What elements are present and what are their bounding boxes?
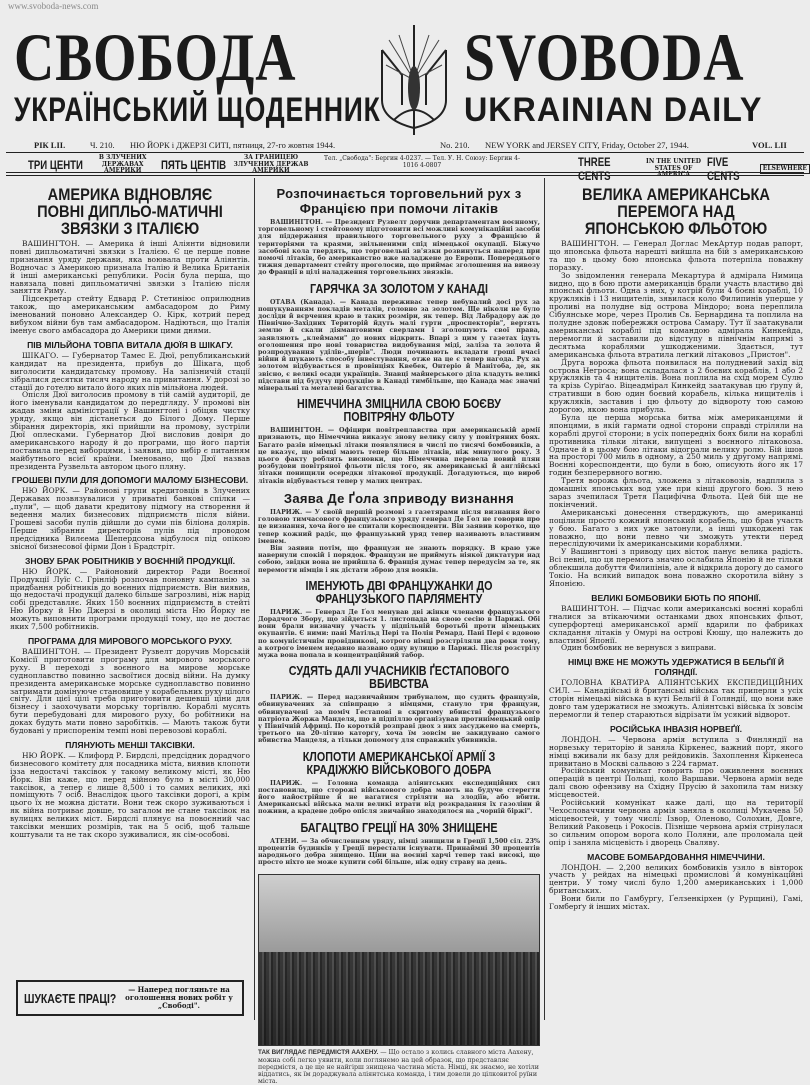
aachen-photo [258,874,540,1046]
article-paragraph: ШІКАГО. — Губернатор Тамес Е. Дюї, републиканський кандидат на президента, прибув до Шікага, щоб виголосити кандидатську промову. На залізничій стації зібралися десятки тисяч народу на привитання. У дорозі зо стації до готелю витало його яких пів мільйона людей. [10,350,250,392]
article-headline: ЗНОВУ БРАК РОБІТНИКІВ У ВОЄННІЙ ПРОДУКЦІЇ. [24,555,236,566]
masthead-title-en: SVOBODA [464,19,745,95]
article-paragraph: ВАШИНГТОН. — Офіцири повітреплавства при американській армії признають, що Німеччина виказує знову велику силу у повітряних боях. Багато разів німецькі літаки появлялися в числі по тисячі бомбовиків, а це вказує, що німці мають тепер більше літаків, ніж минулого року. З цього факту роблять висновки, що Німеччина перевела новий плян розбудови повітряної фльоти після того, як американські й англійські літаки понищили осередки літакової продукції. Догадуються, що вироб літаків відбувається тепер у малих центрах. [258,427,540,485]
article-paragraph: ПАРИЖ. — Генерал Де Ґол менував дві жінки членами французького Дорадчого Збору, що зійдеться 1. листопада на свою сесію в Парижі. Обі вони брали визначну участь у підпільній боротьбі проти німецьких окупантів. Є ними: пані Матільд Пері та Полін Ремард. Пані Пері є вдовою по комуністичнім провідникові, котрого німці розстріляли два роки тому, а котрого іменем недавно названо одну вулицю в Парижі. Після розстрілу мужа вона попала в концентраційний табор. [258,608,540,659]
article-paragraph: ЛОНДОН. — Червона армія вступила з Финляндії на норвезьку територію й заняла Кіркенес, важний порт, якого німці вживали як базу для рейдовиків. Захоплення Кіркенеса привитано в Москві сальвою з 224 гармат. [549,734,803,768]
watermark: www.svoboda-news.com [8,1,99,11]
jobs-box [16,980,244,1016]
phone-numbers: Тел. „Свобода": Бергин 4-0237. — Тел. У. Н. Союзу: Бергин 4-1016 4-0807 [324,155,520,169]
article-paragraph: Третя ворожа фльота, зложена з літаковозів, надплила з домашніх японських вод уже при кінці другого бою. З нею зараз зчепилася Третя Пацифічна Фльота. Цей бій ще не покінчений. [549,476,803,509]
article-headline: Розпочинається торговельний рух з Францією при помочи літаків [276,186,522,216]
masthead-title-ua: СВОБОДА [14,19,297,95]
price-note: В ЗЛУЧЕНИХ ДЕРЖАВАХ АМЕРИКИ [98,154,147,174]
issue-number-ua: Ч. 210. [90,140,115,150]
column-divider [544,178,545,1020]
article [258,580,540,659]
article-paragraph: ВАШИНГТОН. — Підчас коли американські воєнні кораблі гналися за втікаючими останками двох японських фльот, суперфортеці американської армії вдарили по фабриках складання літаків у Омурі на острові Кюшу, що належить до властивої Японії. [549,603,803,645]
article-paragraph: ВАШИНГТОН. — Генерал Доглас МекАртур подав рапорт, що японська фльота нарешті вийшла на бій з американською та що в цьому бою японська фльота потерпіла поважну поразку. [549,239,803,272]
article-headline: Заява Де Ґола зприводу визнання [283,490,515,506]
article-paragraph: Російський комунікат говорить про оживлення воєнних операцій в центрі Польщі, коло Варшави. Червона армія веде далі свою офензиву на Східну Прусію й захопила там низку місцевостей. [549,766,803,800]
article-paragraph: Опісля Дюї виголосив промову в тій самій аудиторії, де його іменували кандидатом до передгляду. У промові він жадав зміни адміністрації у Вашингтоні і обіцяв чистку уряду, якщо він дістанеться до Білого Дому. Перше збірання директорів, які прийшли на промову, зустріли Дюї оплесками. Губернатор Дюї висловив довіря до американського народу й до програми, що його партія поставила перед виборцями, і заявив, що вибір є питанням майбутнього всієї країни. Іменовано, що Дюї назвав президента Рузвельта автором цього пляну. [10,390,250,471]
article-paragraph: Була це перша морська битва між американцями й японцями, в якій гармати одної сторони справді стріляли на кораблі другої сторони; в усіх попередніх боях били на кораблі противника тільки літаки, випущені з воєнного літаковоза. Одначе й в цьому бою літаки відограли велику ролю. Бій ішов на просторі 700 миль в одному, а 250 миль у другому напрямі. Воєнні кореспонденти, що були в бою, описують його як 17 годин безперервного вогню. [549,412,803,478]
article-paragraph: АТЕНИ. — За обчисленням уряду, німці знищили в Греції 1,500 сіл. 23% процентів будинків у Греції перестали існувати. Принаймні 30 процентів народнього добра знищено. Ціни на воєнні харчі тепер такі високі, що просто ніхто не може купити собі більше, ніж одну страву на день. [258,837,540,867]
left-column [10,180,250,1042]
article-headline: ІМЕНУЮТЬ ДВІ ФРАНЦУЖАНКИ ДО ФРАНЦУЗЬКОГО ПАРЛЯМЕНТУ [305,578,493,606]
article-headline: ВЕЛИКІ БОМБОВИКИ БЮТЬ ПО ЯПОНІЇ. [591,592,761,603]
article-headline: ПІВ МІЛЬЙОНА ТОВПА ВИТАЛА ДЮЇЯ В ШІКАГУ. [27,339,233,350]
article-paragraph: Підсекретар стейту Едвард Р. Стетиніюс оприлюднив також, що американським амбасадором до Риму іменований поновно Александер О. Кірк, котрий перед вибухом війни був там амбасадором. Надіються, що Італія іменує свого амбасадора до Америки цими днями. [10,294,250,335]
article [10,340,250,471]
article-headline: ПЛЯНУЮТЬ МЕНШІ ТАКСІВКИ. [65,739,195,750]
article [258,665,540,744]
article-paragraph: ПАРИЖ. — Перед надзвичайним трибуналом, що судить французів, обвинувачених за співпрацю з німцями, стануло три французи, обвинувачені за поміч Ґестапові в скритому вбивстві французького патріота Жоржа Манделя, що в підпіллю організував протинімецький опір у Північній Африці. По короткій розправі двох з них засуджено на смерть, третього на 20-літню каторгу, хоча їм зовсім не закидувано самого вбивства Манделя, а тільки допомогу для справжніх убивників. [258,694,540,745]
jobs-box-title: ШУКАЄТЕ ПРАЦІ? [24,990,117,1006]
article-paragraph: ЛОНДОН. — 2,200 великих бомбовиків узяло в вівторок участь у рейдах на німецькі промислові й комунікаційні центри. У тому числі було 1,200 американських і 1,000 британських. [549,862,803,896]
divider [6,172,804,173]
photo-caption [258,1049,540,1085]
right-column [549,180,803,1042]
article [10,636,250,735]
article-headline: РОСІЙСЬКА ІНВАЗІЯ НОРВЕҐІЇ. [609,723,743,734]
article [258,491,540,574]
article-headline: СУДЯТЬ ДАЛІ УЧАСНИКІВ ҐЕСТАПОВОГО ВБИВСТВА [288,664,510,692]
article [549,657,803,719]
article-headline: МАСОВЕ БОМБАРДОВАННЯ НІМЕЧЧИНИ. [587,851,765,862]
article-paragraph: ВАШИНГТОН. — Америка й інші Аліянти відновили повні дипльоматичні звязки з Італією. Є це перше повне признання уряду держави, яка воювала проти Аліянтів. Водночас з Америкою признала Італію й Велика Британія й інші американські републики. Росія була перша, що навязала повні дипльоматичні звязки з Італією після заняття Риму. [10,239,250,296]
article [258,822,540,867]
article [549,852,803,911]
place-date-en: NEW YORK and JERSEY CITY, Friday, October 27, 1944. [485,140,689,150]
article-paragraph: НЮ ЙОРК. — Районові групи кредитовців в Злучених Державах позвязувалися у приватні банкові спілки — „пули", — щоб давати кредитову підмогу на створення й ведення малих бизнесових підприємств після війни. Грошеві засоби пулів дійшли до суми пів біліона долярів. Перше зібрання директорів пулів під проводом предсідника Вилєема Шепердсона відбулося під опікою звісної бизнесової фірми Дон і Брадстріт. [10,486,250,551]
price-note: IN THE UNITED STATES OF AMERICA [646,158,701,179]
article [258,186,540,277]
article [10,740,250,839]
price-note: ELSEWHERE [760,164,810,175]
article-headline: НІМЕЧЧИНА ЗМІЦНИЛА СВОЮ БОЄВУ ПОВІТРЯНУ ФЛЬОТУ [296,397,502,425]
trident-emblem-icon [374,20,454,140]
volume-en: VOL. LII [752,140,787,150]
article-paragraph: Один бомбовик не вернувся з виправи. [561,643,717,653]
price-three-cents-en: THREE CENTS [578,155,611,183]
article-paragraph: ВАШИНГТОН. — Президент Рузвелт доручив Морській Комісії приготовити програму для мирового морського руху. В переході з воєнного на мирове морське судноплавство повинно засвоїтися досвід війни. На думку президента американське морське судноплавство повинно затримати домінуюче становище у корабельних руху цілого світу. Для цієї цілі треба приготовити дешевші ціни для бізнесу і заохочувати морську торгівлю. Кораблі мусять бути перебудовані для мирового руху, бо робітники на доках будуть мати повно заробітків. — Мають також бути будовані у приспоренім темпі нові перевозові кораблі. [10,646,250,736]
article-paragraph: НЮ ЙОРК. — Клифорд Р. Бирдслі, предсідник дорадчого бизнесового комітету для посадника міста, виявив клопоти ізза недостачі таксівок у такому великому місті, як Ню Йорк. Він каже, що перед війною було в місті 30,000 таксівок, а тепер є лише 8,500 і то самих великих, які поміщують 7 осіб. Внаслідок цього таксівки дорогі, а крім цього їх не можна дістати. Вони теж скоро зуживаються і як війна потриває довше, то загалом не стане таксівок на вулицях великих міст. Бирдслі плянує на повоєнний час таксівки менших розмірів, так на 5 осіб, щоб тальше коштували та не так скоро зуживалися, як сім-особові. [10,750,250,839]
article-paragraph: Американські донесення стверджують, що американці поцілили просто кожний японський корабель, що брав участь у бою. Багато з них уже затонули, а інші ушкоджені так поважно, що вони певно чи зможуть утекти перед переслідуючими їх американськими кораблями. [549,507,803,549]
article-paragraph: ПАРИЖ. — Головна команда аліянтських експедиційних сил постановила, що сторожі військового добра мають на будуче стерегти його найострійше й не вагатися стріляти на злодіїв, або вбити. Американські війська мали великі втрати від розкрадання їх газоліни й поживи, а крадене добро опісля звичайно знаходилося на „чорній біржі". [258,779,540,816]
article-paragraph: ГОЛОВНА КВАТИРА АЛІЯНТСЬКИХ ЕКСПЕДИЦІЙНИХ СИЛ. — Канадійські й британські війська так приперли з усіх сторін німецькі війська в куті Бельґії й Голяндії, що вони вже довго там удержатися не зможуть. Аліянтські війська їх зовсім перемогли й тепер стараються відрізати їм усякий відворот. [549,678,803,719]
article-headline: БАГАЦТВО ГРЕЦІЇ НА 30% ЗНИЩЕНЕ [300,820,498,835]
middle-column [258,180,540,1085]
article-headline: ПРОГРАМА ДЛЯ МИРОВОГО МОРСЬКОГО РУХУ. [27,635,232,646]
article-paragraph: НЮ ЙОРК. — Районовий директор Ради Воєнної Продукції Луїс С. Грінліф розпочав поновну кампанію за придбання робітників до воєнних підприємств. Він виявив, що недостачі продукції далеко більше загрозливі, ніж нарід собі представляє. Яких 150 воєнних підприємств в стейті Ню Йорку й Ню Джерзі в околиці міста Ню Йорку не можуть виповнити програми продукції тому, що не достає яких 7,500 робітників. [10,566,250,632]
article [549,593,803,652]
masthead-subtitle-en: UKRAINIAN DAILY [464,91,763,129]
jobs-box-text: — Наперед погляньте на оголошення нових робіт у „Свободі". [125,985,233,1010]
article-paragraph: ОТАВА (Канада). — Канада переживає тепер небувалий досі рух за пошукуванням покладів металів, головно за золотом. Ще ніколи не було досліди й вєрчення краю в таких розміри, як тепер. Від Лабрадору аж до Північно-Західних Територій йдуть малі гурти „проспекторів", вертять землю й скали діямантовими сверлами і зголошують свої права, заявляють „клеймами" до нових відкрить. Впарі з цим у газетах ідуть оголошення про нові товариства видобування міді, заліза та золота й розпродування уділів-„шерів". Люди починають вкладати гроші вчасі війни й шукають способу інвестування, отже на це є тепер нагода. Рух за золотом відбувається в провінціях Квебек, Онтеріо й Манітоба, де, як звісно, є великі осади українців. Знавці майнерського діла кладуть великі підстави під будучу продукцію в Канаді тимбільше, що Канада має значні мінеральні та металеві багатства. [258,298,540,393]
year-ua: РІК LII. [34,140,66,150]
article-headline: ВЕЛИКА АМЕРИКАНСЬКА ПЕРЕМОГА НАД ЯПОНСЬКОЮ ФЛЬОТОЮ [582,185,770,238]
price-five-cents-ua: ПЯТЬ ЦЕНТІВ [160,157,226,172]
article-headline: ГАРЯЧКА ЗА ЗОЛОТОМ У КАНАДІ [310,281,488,296]
issue-number-en: No. 210. [440,140,470,150]
divider [6,175,804,176]
article-paragraph: Зо звідомлення генерала Мекартура й адмірала Нимица видно, що в бою проти американців брали участь властиво дві японські фльоти. Одна з них, у котрій були 4 боєві кораблі, 10 кружляків і 13 нищителів, зявилася коло Филипинів уперше у проливі на полудне від острова Міндоро; вона переплила Сібуянське море, через Пролив Св. Бернардина та поплила на полудне здовж побережжя острова Самару. Тут її заатакували американські кораблі під командою адмірала Кинкейда, перемогли й заставили до відступу в північнім напрямі з десятьма кораблями ушкодженими. Здається, тут американська фльота втратила легкий літаковоз „Пристон". [549,270,803,359]
article [10,475,250,550]
article [258,751,540,816]
divider [6,152,804,153]
price-note: ЗА ГРАНИЦЕЮ ЗЛУЧЕНИХ ДЕРЖАВ АМЕРИКИ [233,154,309,174]
article [258,398,540,485]
price-three-cents-ua: ТРИ ЦЕНТИ [28,157,83,172]
article [549,724,803,847]
article-paragraph: У Вашингтоні з приводу цих вісток панує велика радість. Всі певні, що ця перемога значно ослабила Японію й не тільки облекшила добуття Филипінів, але й відкрила дорогу до самого Токіо. На всякий випадок вона поважно скоротила війну з Японією. [549,547,803,588]
article [10,556,250,631]
column-divider [254,178,255,1020]
masthead-subtitle-ua: УКРАЇНСЬКИЙ ЩОДЕННИК [14,91,381,129]
photo-caption-lead: ТАК ВИГЛЯДАЄ ПЕРЕДМІСТЯ ААХЕНУ. [258,1049,379,1057]
article-paragraph: Вони били по Гамбургу, Ґелзенкірхен (у Рурщині), Гамі, Гомберґу й інших містах. [549,894,803,912]
place-date-ua: НЮ ЙОРК і ДЖЕРЗІ СИТІ, пятниця, 27-го жовтня 1944. [130,140,336,150]
article-headline: ГРОШЕВІ ПУЛИ ДЛЯ ДОПОМОГИ МАЛОМУ БІЗНЕСОВИ. [11,475,249,486]
article [258,283,540,393]
price-five-cents-en: FIVE CENTS [707,155,740,183]
article [549,186,803,588]
article-paragraph: ПАРИЖ. — У своїй першій розмові з газетярами після визнання його головою тимчасового французького уряду генерал Де Ґол не говорив про це визнання, хоча його не спитали кореспонденти. Він заявив коротко, що тепер кожний радіє, що французький уряд тепер називають властивим іменем. [258,508,540,545]
article-headline: АМЕРИКА ВІДНОВЛЯЄ ПОВНІ ДИПЛЬО-МАТИЧНІ ЗВЯЗКИ З ІТАЛІЄЮ [37,185,223,238]
photo-caption-text: — Що осталo з колись славного міста Аахену, можна собі легко уявити, коли поглянемо на цей образок, що представляє передмістя, а це ще не найгірш знищена частина міста. Німці, як знаємо, не хотіли віддатись, як їм дораджувала аліянтська команда, і тим довели до цілковитої руїни міста. [258,1049,539,1085]
article [10,186,250,335]
article-headline: КЛОПОТИ АМЕРИКАНСЬКОЇ АРМІЇ З КРАДІЖЖЮ ВІЙСЬКОВОГО ДОБРА [302,749,496,777]
article-paragraph: Він заявив потім, що французи не знають порядку. В краю уже навернули спокій і порядок. Французи не приймуть ніякої диктатури над собою, звідки вона не прийшла б. Франція думає тепер передусім за те, як перемогти німців і як дістати зброю для вояків. [258,544,540,574]
article-paragraph: Друга ворожа фльота появилася на полудневий захід від острова Негроса; вона складалася з 2 боєвих кораблів, 1 або 2 кружляків та 4 нищителів. Вона поплила на схід морем Сулю та крізь Суріґао. Віцеадмірал Кинкейд заатакував цю ґрупу й, стративши в бою один боєвий корабель, кілька нищителів і кружляків, заставив і цю фльоту до відвороту тою самою дорогою, якою вона прибула. [549,357,803,415]
article-paragraph: Російський комунікат каже далі, що на території Чехословаччини червона армія заняла в околиці Мукачева 50 місцевостей, у тому числі: Ізвор, Оленово, Солохин, Довге, Великий Раковець і Рокосів. Пізніше червона армія стрінулася зо сильним опором ворога коло Поляни, але проломала цей опір і заняла місцевість і дворець Сваляву. [549,798,803,847]
article-paragraph: ВАШИНГТОН. — Президент Рузвелт доручив департаментам воєнному, торговельному і стейтовому підготовити всі можливі комунікаційні засоби для піддержання правильного торговельного руху з Францією й територіями та краями, звільненими спід німецької окупації. Біжучо засобові кола твердять, що торговельні зв'язки розвинуться наперед при помочі літаків, бо американство вже наладжене до Европи. Попереднього тижня департамент стейту проголосив, що приймає зголошення на вивозу до Франції в цілі наладження торговельних звязків. [258,219,540,277]
article-headline: НІМЦІ ВЖЕ НЕ МОЖУТЬ УДЕРЖАТИСЯ В БЕЛЬҐІЇ Й ГОЛЯНДІЇ. [567,657,785,678]
